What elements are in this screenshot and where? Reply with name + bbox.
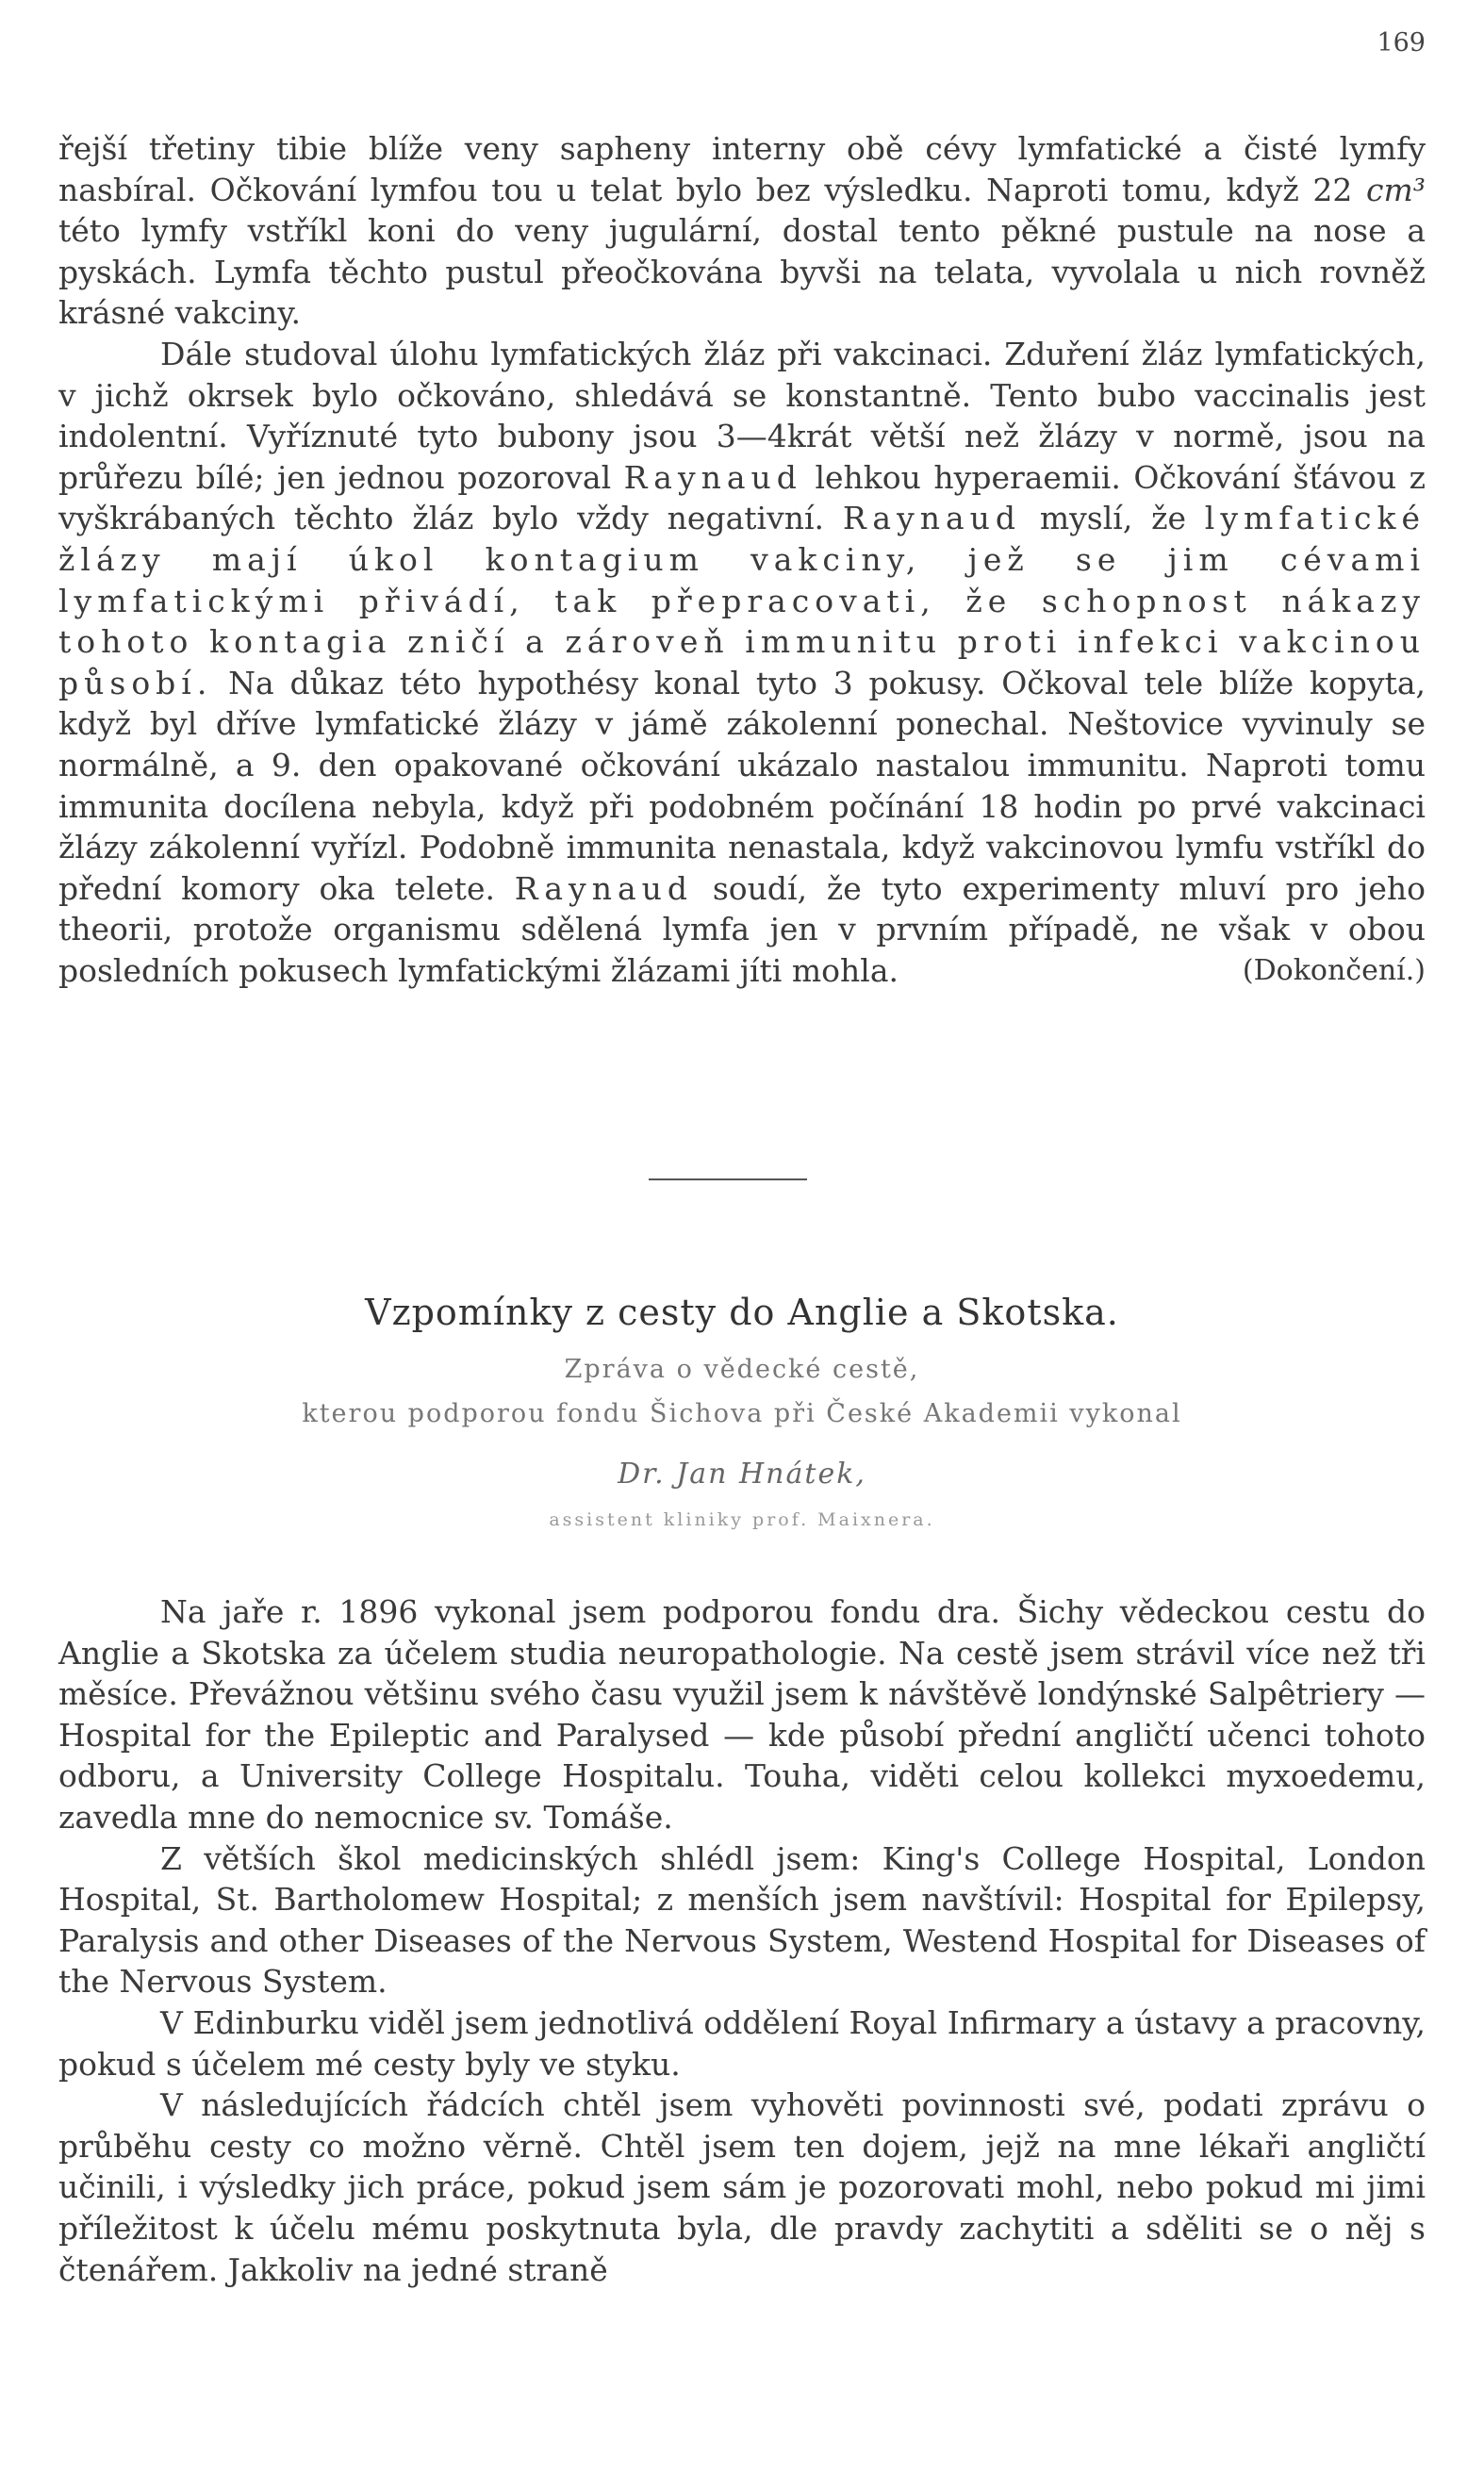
spaced-emphasis-text: lymfatické žlázy mají úkol kontagium vakciny, jež se jim cévami lymfatickými přivádí, tak přepracovati, že schopnost nákazy tohoto kontagia zničí a zároveň immunitu proti infekci vakcinou působí.: [58, 500, 1426, 701]
paragraph: [58, 334, 1426, 992]
paragraph: [58, 1591, 1426, 1838]
text-run: lehkou hyperaemii. Očkování šťávou z vyškrábaných těchto žláz bylo vždy negativní.: [58, 458, 1426, 537]
page-number: 169: [1377, 28, 1426, 58]
paragraph: [58, 1838, 1426, 2002]
text-run: této lymfy vstříkl koni do veny jugulární, dostal tento pěkné pustule na nose a pyskách. Lymfa těchto pustul přeočkována byvši na telata, vyvolala u nich rovněž krásné vakciny.: [58, 212, 1426, 332]
article-title: Vzpomínky z cesty do Anglie a Skotska.: [365, 1292, 1119, 1333]
text-run: myslí, že: [1021, 500, 1205, 537]
text-run: řejší třetiny tibie blíže veny sapheny interny obě cévy lymfatické a čisté lymfy nasbíral. Očkování lymfou tou u telat bylo bez výsledku. Naproti tomu, když 22: [58, 130, 1426, 208]
article-author: Dr. Jan Hnátek,: [618, 1458, 866, 1491]
spaced-emphasis-text: Raynaud: [623, 458, 802, 496]
text-run: Na jaře r. 1896 vykonal jsem podporou fondu dra. Šichy vědeckou cestu do Anglie a Skotska za účelem studia neuropathologie. Na cestě jsem strávil více než tři měsíce. Převážnou většinu svého času využil jsem k návštěvě londýnské Salpêtriery — Hospital for the Epileptic and Paralysed — kde působí přední angličtí učenci tohoto odboru, a University College Hospitalu. Touha, viděti celou kollekci myxoedemu, zavedla mne do nemocnice sv. Tomáše.: [58, 1593, 1426, 1836]
section-divider: [649, 1178, 807, 1180]
text-run: Na důkaz této hypothésy konal tyto 3 pokusy. Očkoval tele blíže kopyta, když byl dříve lymfatické žlázy v jámě zákolenní ponechal. Neštovice vyvinuly se normálně, a 9. den opakované očkování ukázalo nastalou immunitu. Naproti tomu immunita docílena nebyla, když při podobném počínání 18 hodin po prvé vakcinaci žlázy zákolenní vyřízl. Podobně immunita nenastala, když vakcinovou lymfu vstříkl do přední komory oka telete.: [58, 664, 1426, 907]
text-run: V následujících řádcích chtěl jsem vyhověti povinnosti své, podati zprávu o průběhu cesty co možno věrně. Chtěl jsem ten dojem, jejž na mne lékaři angličtí učinili, i výsledky jich práce, pokud jsem sám je pozorovati mohl, nebo pokud mi jimi příležitost k účelu mému poskytnuta byla, dle pravdy zachytiti a sděliti se o něj s čtenářem. Jakkoliv na jedné straně: [58, 2086, 1426, 2288]
text-run: Dále studoval úlohu lymfatických žláz při vakcinaci. Zduření žláz lymfatických, v jichž okrsek bylo očkováno, shledává se konstantně. Tento bubo vaccinalis jest indolentní. Vyříznuté tyto bubony jsou 3—4krát větší než žlázy v normě, jsou na průřezu bílé; jen jednou pozoroval: [58, 335, 1426, 496]
bottom-text-block: [58, 1591, 1426, 2290]
article-subtitle-line-2: kterou podporou fondu Šichova při České Akademii vykonal: [302, 1399, 1182, 1428]
spaced-emphasis-text: Raynaud: [514, 869, 694, 907]
paragraph: [58, 2002, 1426, 2084]
spaced-emphasis-text: Raynaud: [842, 500, 1022, 537]
italic-text: cm³: [1365, 171, 1426, 208]
paragraph: [58, 128, 1426, 334]
author-position: assistent kliniky prof. Maixnera.: [549, 1509, 935, 1530]
paragraph: [58, 2084, 1426, 2290]
article-subtitle-line-1: Zpráva o vědecké cestě,: [564, 1355, 920, 1384]
text-run: Z větších škol medicinských shlédl jsem: King's College Hospital, London Hospital, St. Bartholomew Hospital; z menších jsem navštívil: Hospital for Epilepsy, Paralysis and other Diseases of the Nervous System, Westend Hospital for Diseases of the Nervous System.: [58, 1839, 1426, 2001]
text-run: soudí, že tyto experimenty mluví pro jeho theorii, protože organismu sdělená lymfa jen v prvním případě, ne však v obou posledních pokusech lymfatickými žlázami jíti mohla.: [58, 869, 1426, 989]
text-run: V Edinburku viděl jsem jednotlivá oddělení Royal Infirmary a ústavy a pracovny, pokud s účelem mé cesty byly ve styku.: [58, 2003, 1426, 2083]
top-text-block: [58, 128, 1426, 991]
continuation-note: (Dokončení.): [1242, 953, 1426, 987]
